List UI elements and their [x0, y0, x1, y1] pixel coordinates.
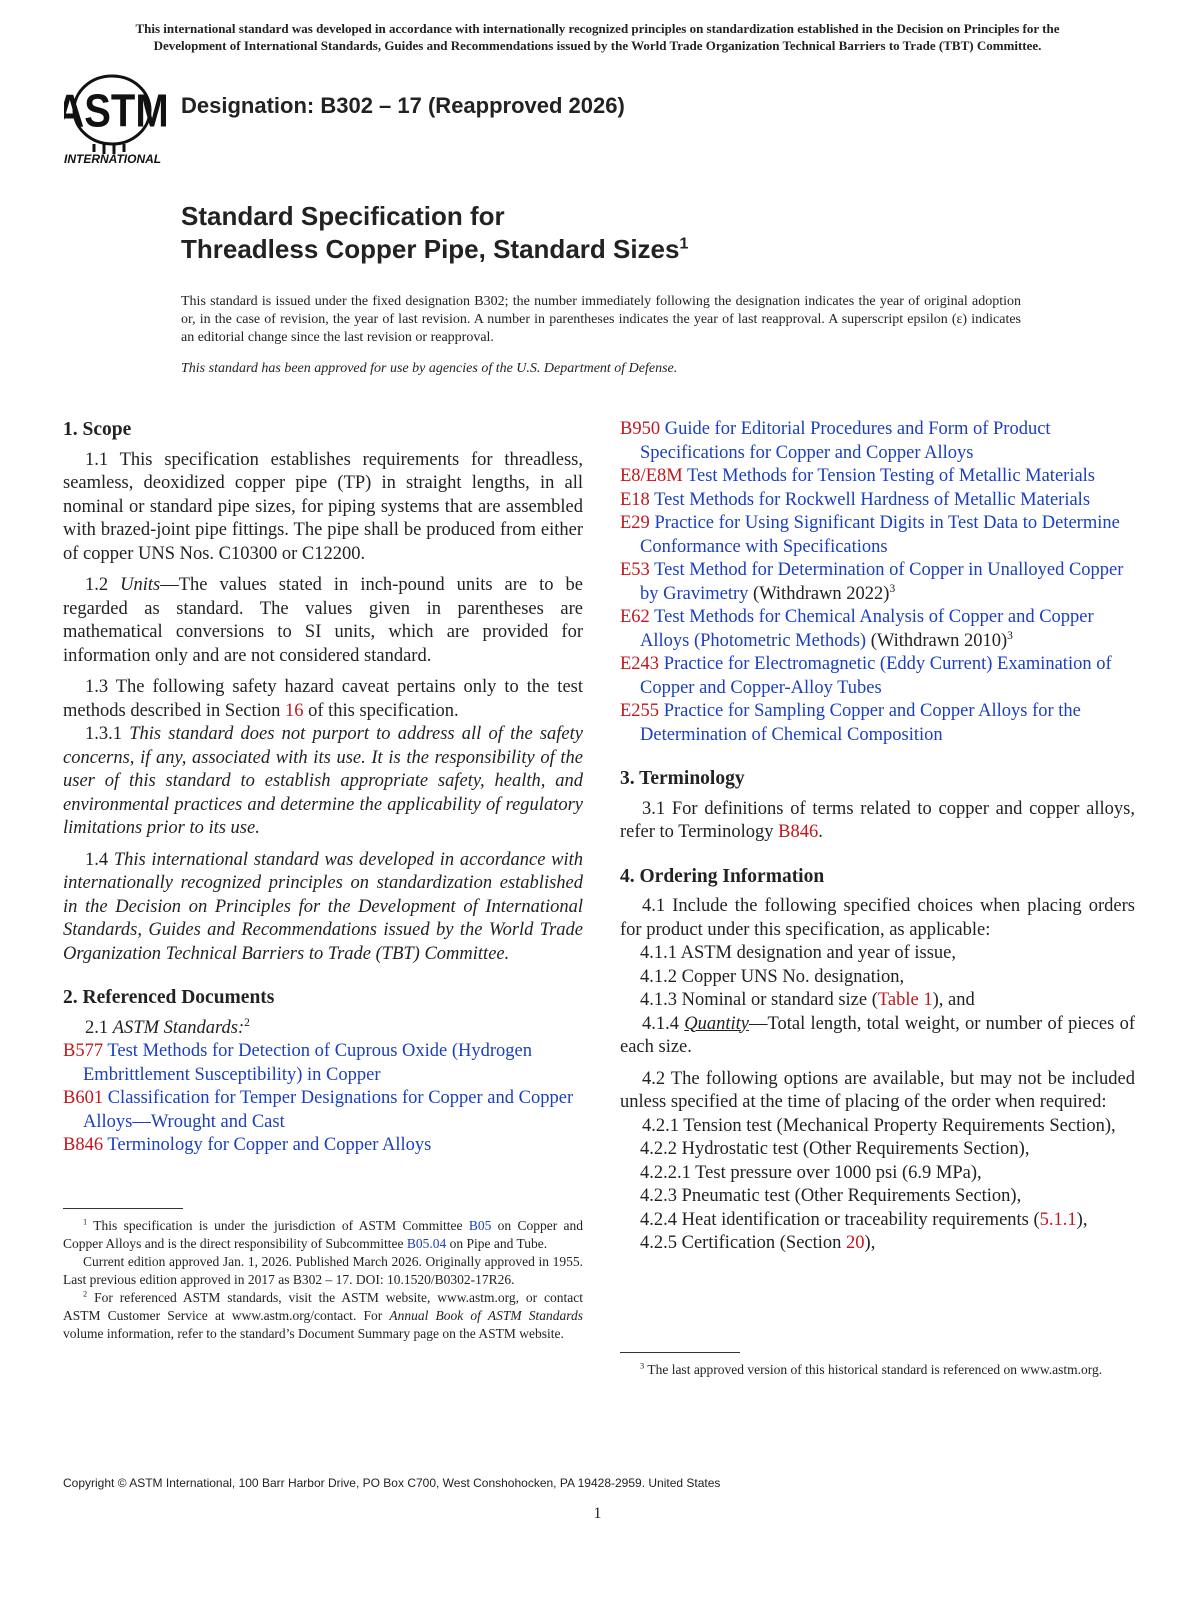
reference-code-link[interactable]: B601	[63, 1088, 104, 1108]
reference-list-right	[620, 418, 1135, 747]
para-4-1-2: 4.1.2 Copper UNS No. designation,	[640, 966, 905, 987]
reference-item	[63, 1134, 583, 1158]
notice-line-1: This international standard was developed in accordance with internationally recognized principles on standardization established in the Decision on Principles for the	[135, 21, 1060, 36]
reference-item	[620, 653, 1135, 700]
para-4-2-1: 4.2.1 Tension test (Mechanical Property Requirements Section),	[642, 1115, 1116, 1136]
reference-item	[63, 1040, 583, 1087]
reference-footnote-mark: 3	[889, 582, 896, 595]
reference-code-link[interactable]: E255	[620, 701, 660, 721]
logo-letters: ASTM	[64, 85, 168, 138]
designation: Designation: B302 – 17 (Reapproved 2026)	[181, 93, 625, 118]
section-heading-referenced: 2. Referenced Documents	[63, 987, 275, 1008]
section-link-20[interactable]: 20	[846, 1233, 865, 1253]
reference-title-link[interactable]: Test Methods for Rockwell Hardness of Metallic Materials	[654, 489, 1091, 510]
reference-item	[620, 559, 1135, 606]
reference-code-link[interactable]: B846	[63, 1135, 104, 1155]
intro-paragraph: This standard is issued under the fixed designation B302; the number immediately following the designation indicates the year of original adoption or, in the case of revision, the year of last revision. A number in parentheses indicates the year of last reapproval. A superscript epsilon (ε) indicates an editorial change since the last revision or reapproval.	[181, 294, 1021, 345]
section-heading-scope: 1. Scope	[63, 419, 132, 440]
reference-code-link[interactable]: B577	[63, 1041, 104, 1061]
top-notice	[60, 20, 1135, 54]
para-4-2-5: 4.2.5 Certification (Section 20),	[640, 1233, 876, 1253]
terminology-link[interactable]: B846	[778, 822, 819, 842]
title-line-1: Standard Specification for	[181, 201, 505, 231]
para-3-1: 3.1 For definitions of terms related to copper and copper alloys, refer to Terminology B846.	[620, 798, 1135, 842]
reference-title-link[interactable]: Test Methods for Chemical Analysis of Copper and Copper Alloys (Photometric Methods)	[640, 607, 1094, 651]
reference-title-link[interactable]: Classification for Temper Designations for Copper and Copper Alloys—Wrought and Cast	[83, 1088, 574, 1132]
reference-item	[63, 1087, 583, 1134]
reference-code-link[interactable]: E18	[620, 489, 650, 510]
para-4-2-2: 4.2.2 Hydrostatic test (Other Requirements Section),	[640, 1139, 1030, 1159]
title-footnote-mark: 1	[679, 235, 689, 253]
reference-title-link[interactable]: Terminology for Copper and Copper Alloys	[107, 1135, 432, 1155]
astm-logo-icon	[64, 70, 168, 166]
para-4-1-4: 4.1.4 Quantity—Total length, total weight, or number of pieces of each size.	[620, 1013, 1135, 1057]
reference-title-link[interactable]: Guide for Editorial Procedures and Form of Product Specifications for Copper and Copper Alloys	[640, 419, 1051, 463]
reference-title-link[interactable]: Test Methods for Detection of Cuprous Oxide (Hydrogen Embrittlement Susceptibility) in Copper	[83, 1041, 533, 1085]
para-1-2: 1.2 Units—The values stated in inch-pound units are to be regarded as standard. The values given in parentheses are mathematical conversions to SI units, which are provided for information only and are not considered standard.	[63, 575, 584, 666]
reference-title-link[interactable]: Practice for Electromagnetic (Eddy Current) Examination of Copper and Copper-Alloy Tubes	[640, 654, 1112, 698]
para-4-1: 4.1 Include the following specified choices when placing orders for product under this specification, as applicable:	[620, 896, 1135, 940]
title-text: Threadless Copper Pipe, Standard Sizes	[181, 234, 680, 264]
footnotes-left	[63, 1208, 583, 1343]
subcommittee-link[interactable]: B05.04	[406, 1236, 447, 1251]
reference-item	[620, 512, 1135, 559]
footnote-rule	[63, 1208, 183, 1209]
para-4-1-3: 4.1.3 Nominal or standard size (Table 1), and	[640, 990, 975, 1010]
reference-list-left	[63, 1040, 583, 1158]
para-1-3: 1.3 The following safety hazard caveat pertains only to the test methods described in Section 16 of this specification.	[63, 677, 583, 721]
para-4-2-2-1: 4.2.2.1 Test pressure over 1000 psi (6.9 MPa),	[640, 1162, 982, 1183]
reference-title-link[interactable]: Test Method for Determination of Copper in Unalloyed Copper by Gravimetry	[640, 560, 1124, 604]
notice-line-2: Development of International Standards, Guides and Recommendations issued by the World Trade Organization Technical Barriers to Trade (TBT) Committee.	[153, 38, 1042, 53]
reference-item	[620, 700, 1135, 747]
copyright-line: Copyright © ASTM International, 100 Barr Harbor Drive, PO Box C700, West Conshohocken, PA 19428-2959. United States	[63, 1476, 721, 1490]
section-heading-terminology: 3. Terminology	[620, 768, 745, 789]
reference-code-link[interactable]: E8/E8M	[620, 466, 683, 486]
para-4-2-4: 4.2.4 Heat identification or traceability requirements (5.1.1),	[640, 1209, 1088, 1230]
para-1-4: 1.4 This international standard was developed in accordance with internationally recognized principles on standardization established in the Decision on Principles for the Development of International Standards, Guides and Recommendations issued by the World Trade Organization Technical Barriers to Trade (TBT) Committee.	[63, 849, 584, 964]
para-4-2: 4.2 The following options are available, but may not be included unless specified at the time of placing of the order when required:	[620, 1068, 1135, 1112]
reference-footnote-mark: 3	[1007, 629, 1013, 642]
reference-code-link[interactable]: E53	[620, 560, 650, 580]
reference-title-link[interactable]: Practice for Sampling Copper and Copper Alloys for the Determination of Chemical Composition	[640, 701, 1081, 745]
para-4-1-1: 4.1.1 ASTM designation and year of issue,	[640, 943, 956, 963]
section-link-5-1-1[interactable]: 5.1.1	[1039, 1209, 1077, 1230]
document-title	[181, 200, 688, 266]
section-heading-ordering: 4. Ordering Information	[620, 865, 825, 887]
reference-code-link[interactable]: E62	[620, 607, 650, 627]
footnotes-right	[620, 1352, 1135, 1379]
logo-wordmark: INTERNATIONAL	[64, 152, 162, 166]
reference-title-link[interactable]: Test Methods for Tension Testing of Metallic Materials	[687, 466, 1096, 486]
footnote-1-edition: Current edition approved Jan. 1, 2026. Published March 2026. Originally approved in 1955. Last previous edition approved in 2017 as B302 – 17. DOI: 10.1520/B0302-17R26.	[63, 1254, 583, 1287]
left-column	[63, 418, 583, 1158]
para-4-2-3: 4.2.3 Pneumatic test (Other Requirements Section),	[640, 1186, 1022, 1206]
reference-code-link[interactable]: E243	[620, 654, 660, 674]
reference-item	[620, 489, 1135, 513]
reference-item	[620, 606, 1135, 653]
reference-note: (Withdrawn 2022)	[753, 583, 890, 604]
title-line-2	[181, 233, 688, 266]
footnote-2: $^2$ For referenced ASTM standards, visit the ASTM website, www.astm.org, or contact ASTM Customer Service at www.astm.org/contact. For Annual Book of ASTM Standards volume information, refer to the standard’s Document Summary page on the ASTM website.	[63, 1289, 584, 1341]
footnote-1: $^1$ This specification is under the jurisdiction of ASTM Committee B05 on Copper and Copper Alloys and is the direct responsibility of Subcommittee B05.04 on Pipe and Tube.	[63, 1217, 584, 1251]
reference-item	[620, 465, 1135, 489]
right-column	[620, 418, 1135, 1256]
approved-note: This standard has been approved for use by agencies of the U.S. Department of Defense.	[181, 361, 678, 376]
section-link[interactable]: 16	[284, 700, 304, 721]
para-1-3-1: 1.3.1 This standard does not purport to address all of the safety concerns, if any, associated with its use. It is the responsibility of the user of this standard to establish appropriate safety, health, and environmental practices and determine the applicability of regulatory limitations prior to its use.	[63, 724, 583, 838]
para-1-1: 1.1 This specification establishes requirements for threadless, seamless, deoxidized copper pipe (TP) in straight lengths, in all nominal or standard pipe sizes, for piping systems that are assembled with brazed-joint pipe fittings. The pipe shall be produced from either of copper UNS Nos. C10300 or C12200.	[63, 449, 583, 564]
footnote-rule	[620, 1352, 740, 1353]
committee-link[interactable]: B05	[468, 1218, 492, 1233]
reference-title-link[interactable]: Practice for Using Significant Digits in Test Data to Determine Conformance with Specifications	[640, 513, 1120, 557]
reference-note: (Withdrawn 2010)	[870, 630, 1008, 651]
table-link[interactable]: Table 1	[877, 990, 933, 1010]
reference-code-link[interactable]: E29	[620, 513, 650, 533]
footnote-3: $^3$ The last approved version of this historical standard is referenced on www.astm.org.	[640, 1361, 1103, 1377]
astm-logo	[64, 70, 168, 166]
reference-code-link[interactable]: B950	[620, 419, 661, 439]
page-number: 1	[593, 1505, 602, 1522]
reference-item	[620, 418, 1135, 465]
para-2-1: 2.1 ASTM Standards:$^2$	[85, 1016, 250, 1038]
